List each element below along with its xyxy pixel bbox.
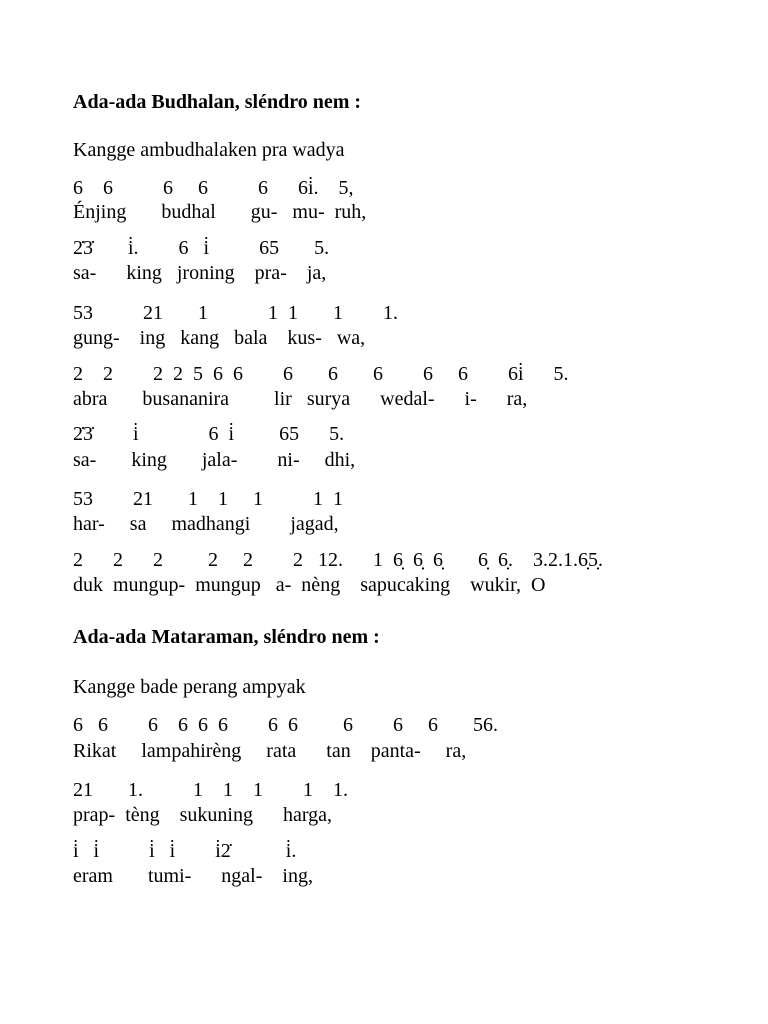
lyric-line: Énjing budhal gu- mu- ruh,	[73, 201, 367, 223]
lyric-line: sa- king jala- ni- dhi,	[73, 449, 356, 471]
notation-line: 2 2 2 2 2 2 12. 1 6̣ 6̣ 6̣ 6̣ 6̣. 3.2.1.6̣5̣.	[73, 549, 603, 571]
notation-line: 2 2 2 2 5 6 6 6 6 6 6 6 6i̇ 5.	[73, 363, 569, 385]
notation-line: 2̇3̇ i̇. 6 i̇ 65 5.	[73, 237, 330, 259]
notation-line: 6 6 6 6 6 6i̇. 5,	[73, 177, 354, 199]
notation-line: 53 21 1 1 1 1 1.	[73, 302, 398, 324]
lyric-line: abra busananira lir surya wedal- i- ra,	[73, 388, 528, 410]
lyric-line: eram tumi- ngal- ing,	[73, 865, 313, 887]
lyric-line: duk mungup- mungup a- nèng sapucaking wukir, O	[73, 574, 546, 596]
lyric-line: sa- king jroning pra- ja,	[73, 262, 327, 284]
section-subtitle-budhalan: Kangge ambudhalaken pra wadya	[73, 139, 345, 161]
notation-line: 6 6 6 6 6 6 6 6 6 6 6 56.	[73, 714, 498, 736]
section-heading-budhalan: Ada-ada Budhalan, sléndro nem :	[73, 91, 362, 113]
lyric-line: prap- tèng sukuning harga,	[73, 804, 333, 826]
notation-line: 2̇3̇ i̇ 6 i̇ 65 5.	[73, 423, 345, 445]
notation-line: 53 21 1 1 1 1 1	[73, 488, 343, 510]
section-subtitle-mataraman: Kangge bade perang ampyak	[73, 676, 306, 698]
notation-line: 21 1. 1 1 1 1 1.	[73, 779, 348, 801]
section-heading-mataraman: Ada-ada Mataraman, sléndro nem :	[73, 626, 380, 648]
notation-line: i̇ i̇ i̇ i̇ i̇2̇ i̇.	[73, 840, 297, 862]
lyric-line: har- sa madhangi jagad,	[73, 513, 339, 535]
lyric-line: gung- ing kang bala kus- wa,	[73, 327, 366, 349]
lyric-line: Rikat lampahirèng rata tan panta- ra,	[73, 740, 467, 762]
